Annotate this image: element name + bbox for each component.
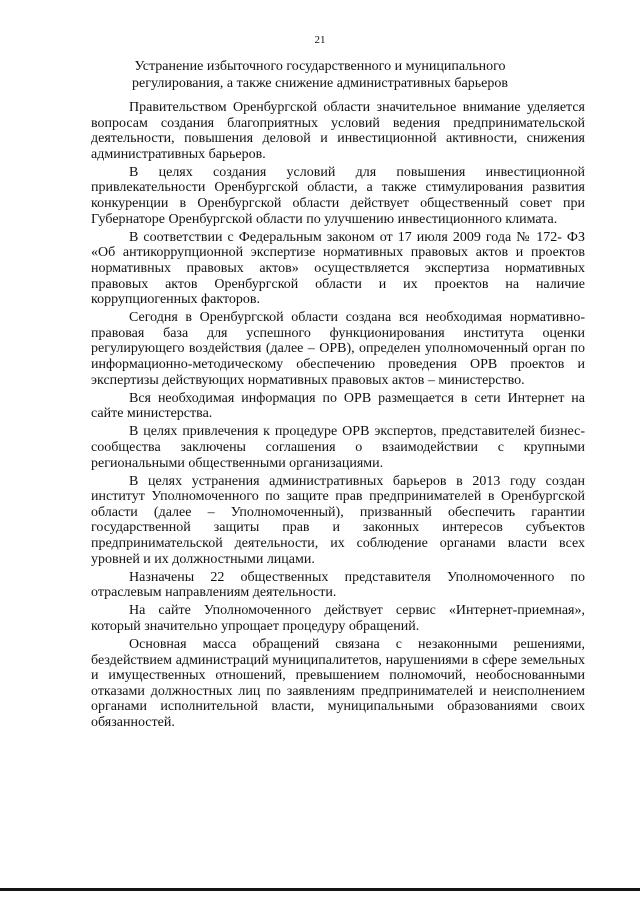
paragraph: Правительством Оренбургской области значительное внимание уделяется вопросам создания благоприятных условий ведения предпринимательской деятельности, повышения деловой и инвестиционной активности, снижения административных барьеров.	[91, 100, 585, 162]
body-text	[91, 100, 585, 733]
paragraph: Назначены 22 общественных представителя Уполномоченного по отраслевым направлениям деятельности.	[91, 569, 585, 601]
paragraph: Сегодня в Оренбургской области создана вся необходимая нормативно-правовая база для успешного функционирования института оценки регулирующего воздействия (далее – ОРВ), определен уполномоченный орган по информационно-методическому обеспечению проведения ОРВ проектов и экспертизы действующих нормативных правовых актов – министерство.	[91, 310, 585, 388]
section-heading	[90, 58, 550, 92]
paragraph: На сайте Уполномоченного действует сервис «Интернет-приемная», который значительно упрощает процедуру обращений.	[91, 603, 585, 634]
paragraph: Основная масса обращений связана с незаконными решениями, бездействием администраций муниципалитетов, нарушениями в сфере земельных и имущественных отношений, превышением полномочий, необоснованными отказами должностных лиц по заявлениям предпринимателей и неисполнением органами исполнительной власти, муниципальными образованиями своих обязанностей.	[91, 637, 585, 731]
paragraph: В целях устранения административных барьеров в 2013 году создан институт Уполномоченного по защите прав предпринимателей в Оренбургской области (далее – Уполномоченный), призванный обеспечить гарантии государственной защиты прав и законных интересов субъектов предпринимательской деятельности, их соблюдение органами власти всех уровней и их должностными лицами.	[91, 473, 585, 567]
paragraph: В целях создания условий для повышения инвестиционной привлекательности Оренбургской области, а также стимулирования развития конкуренции в Оренбургской области действует общественный совет при Губернаторе Оренбургской области по улучшению инвестиционного климата.	[91, 164, 585, 227]
bottom-divider	[0, 888, 640, 891]
paragraph: Вся необходимая информация по ОРВ размещается в сети Интернет на сайте министерства.	[91, 390, 585, 422]
section-heading-line-2: регулирования, а также снижение административных барьеров	[132, 76, 508, 91]
paragraph: В целях привлечения к процедуре ОРВ экспертов, представителей бизнес-сообщества заключены соглашения о взаимодействии с крупными региональными общественными организациями.	[91, 424, 585, 471]
paragraph: В соответствии с Федеральным законом от 17 июля 2009 года № 172- ФЗ «Об антикоррупционной экспертизе нормативных правовых актов и проектов нормативных правовых актов» осуществляется экспертиза нормативных правовых актов Оренбургской области и их проектов на наличие коррупциогенных факторов.	[91, 229, 585, 308]
section-heading-line-1: Устранение избыточного государственного и муниципального	[134, 59, 506, 74]
page-number: 21	[314, 34, 326, 46]
